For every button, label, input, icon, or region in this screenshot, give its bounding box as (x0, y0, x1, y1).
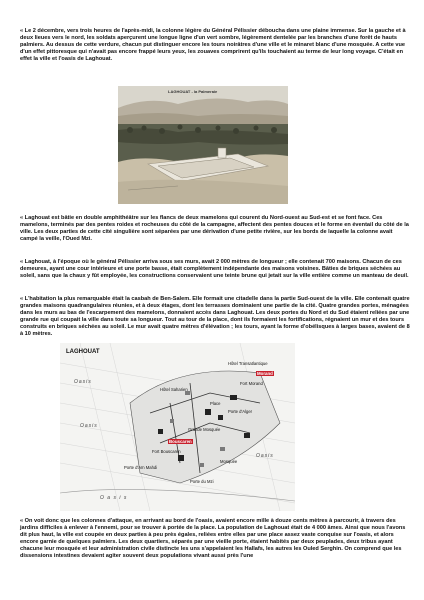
photo-caption: LAGHOUAT - la Palmeraie (168, 89, 218, 94)
map-label-porte-mzi: Porte du Mzi (190, 479, 214, 484)
map-label-hotel-transat: Hôtel Transatlantique (228, 361, 268, 366)
paragraph-arrival: « Le 2 décembre, vers trois heures de l'après-midi, la colonne légère du Général Pélissier déboucha dans une plaine immense. Sur la gauche et à deux lieues vers le nord, les soldats aperçurent une longue ligne d'un vert sombre, légèrement dentelée par les branches d'une forêt de hauts palmiers. Au dessus de cette verdure, chacun put distinguer encore les tours noirâtres d'une ville et le minaret blanc d'une mosquée. A cette vue d'un effet pittoresque qui n'avait pas encore frappé leurs yeux, les zouaves comprirent qu'ils touchaient au terme de leur long voyage. C'était en effet la ville et l'oasis de Laghouat. (20, 28, 406, 63)
map-label-porte-alger: Porte d'Alger (228, 409, 253, 414)
map-highlight-bouscaren: Bouscaren (169, 439, 192, 444)
paragraph-attack: « On voit donc que les colonnes d'attaque, en arrivant au bord de l'oasis, avaient encore mille à douze cents mètres à parcourir, à travers des jardins difficiles à enlever à l'ennemi, pour se trouver à portée de la place. La population de Laghouat était de 4 000 âmes. Ainsi que nous l'avons dit plus haut, la ville est coupée en deux parties à peu près égales, reliées entre elles par une place assez vaste conquise sur l'oasis, et alors encore garnie de quelques palmiers. Les deux quartiers, séparés par une vieille porte, étaient habités par deux peuplades, deux tribus ayant chacune leur mosquée et leur administration civile distincte les uns s'appelaient les Hallafs, les autres les Ouled Serghin. On comprend que les dissensions intestines devaient agiter souvent deux populations vivant aussi près l'une (20, 518, 406, 560)
paragraph-amphitheatre: « Laghouat est bâtie en double amphithéâtre sur les flancs de deux mamelons qui courent du Nord-ouest au Sud-est et se font face. Ces mamelons, terminés par des pentes roides et rocheuses du côté de la campagne, affectent des pentes douces et le forme en éventail du côté de la ville. Les deux parties de cette cité singulière sont séparées par une dérivation d'une petite rivière, sur les bords de laquelle la colonne avait campé la veille, l'Oued Mzi. (20, 215, 409, 243)
map-label-hotel: Hôtel Saharien (160, 387, 188, 392)
palmeraie-photo-drawing (118, 86, 288, 204)
map-label-porte-ain: Porte d'Aïn Mahdi (124, 465, 158, 470)
map-label-place: Place (210, 401, 221, 406)
map-highlight-morand: Morand (257, 371, 273, 376)
map-label-fort-bouscaren: Fort Bouscaren (152, 449, 181, 454)
oasis-label: Oasis (74, 379, 92, 385)
paragraph-casbah: « L'habitation la plus remarquable était la casbah de Ben-Salem. Elle formait une citadelle dans la partie Sud-ouest de la ville. Elle contenait quatre grandes maisons quadrangulaires réunies, et à deux étages, dont les terrasses dominaient une partie de la cité. Quatre grandes portes, ménagées dans les murs au bas de l'escarpement des mamelons, donnaient accès dans Laghouat. Les deux portes du Nord et du Sud étaient reliées par une grande rue qui coupait la ville dans toute sa longueur. Tout au tour de la place, dont ils formaient les fortifications, régnaient un mur et des tours construits en briques séchées au soleil. Le mur avait quatre mètres d'élévation ; les tours, ayant la forme d'obélisques à larges bases, avaient de 8 à 10 mètres. (20, 296, 410, 338)
map-label-grande-mosquee: Grande Mosquée (188, 427, 221, 432)
oasis-label: Oasis (256, 453, 274, 459)
palmeraie-photo (118, 86, 288, 204)
map-title: LAGHOUAT (66, 349, 100, 355)
map-label-fort-morand: Fort Morand (240, 381, 263, 386)
map-label-mosquee: Mosquée (220, 459, 238, 464)
paragraph-population: « Laghouat, à l'époque où le général Pélissier arriva sous ses murs, avait 2 000 mètres de longueur ; elle contenait 700 maisons. Chacun de ces demeures, ayant une cour intérieure et une porte basse, était complètement indépendante des maisons voisines. Bâties de briques séchées au soleil, sans que la chaux y fût employée, les constructions conservaient une teinte brune qui jetait sur la ville entière comme un manteau de deuil. (20, 259, 409, 280)
oasis-label: Oasis (80, 423, 98, 429)
laghouat-map (60, 343, 295, 511)
oasis-label: O a s i s (100, 495, 128, 501)
